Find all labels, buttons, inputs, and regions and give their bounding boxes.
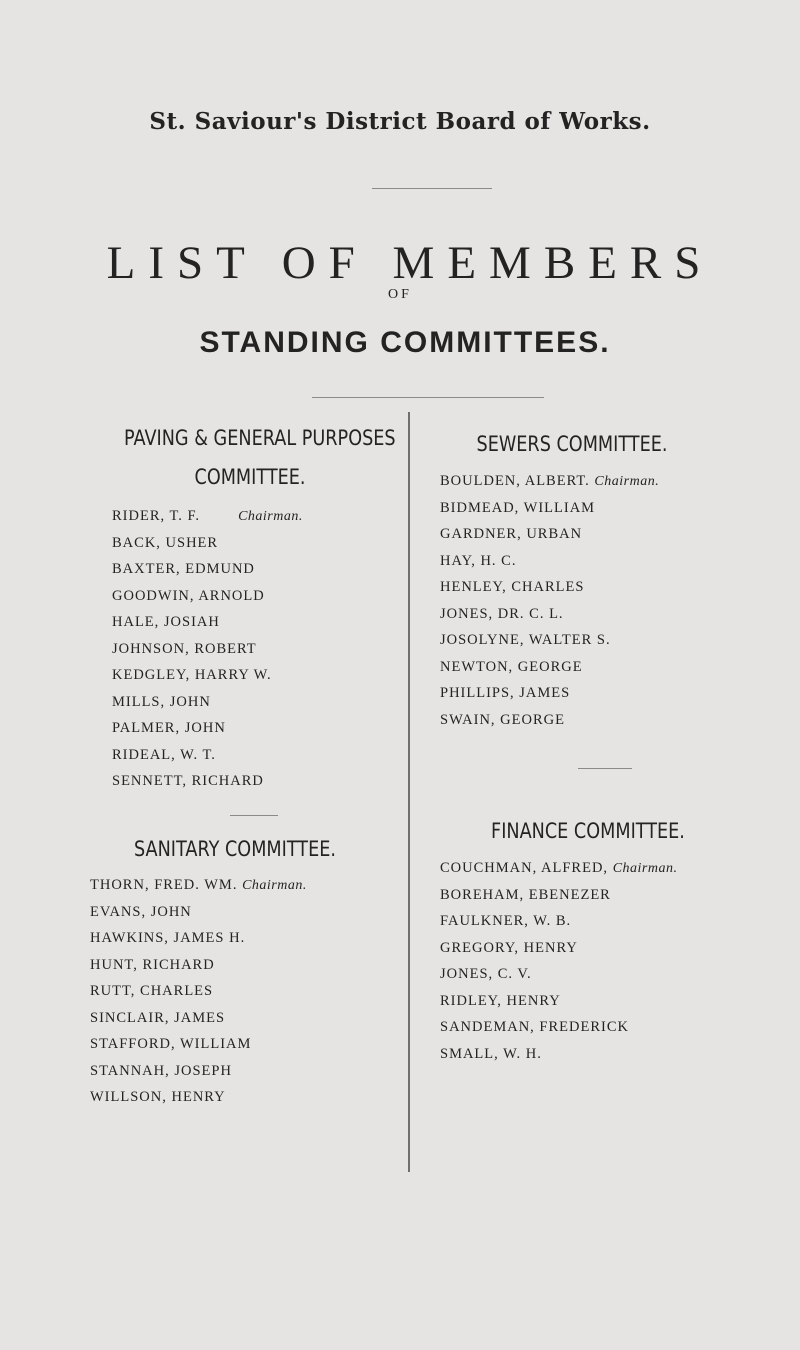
member-entry: SWAIN, GEORGE	[440, 711, 565, 728]
member-entry: STANNAH, JOSEPH	[90, 1062, 232, 1079]
member-entry: PALMER, JOHN	[112, 720, 226, 736]
member-entry: SINCLAIR, JAMES	[90, 1009, 226, 1026]
member-entry: BACK, USHER	[112, 534, 219, 551]
sanitary-member-list	[90, 872, 400, 1111]
member-name: THORN, FRED. WM.	[90, 877, 238, 893]
member-entry: EVANS, JOHN	[90, 903, 192, 920]
finance-heading: FINANCE COMMITTEE.	[491, 819, 685, 843]
chairman-entry	[440, 855, 775, 882]
sewers-heading: SEWERS COMMITTEE.	[476, 432, 668, 456]
chairman-entry	[112, 503, 400, 530]
sanitary-heading: SANITARY COMMITTEE.	[134, 837, 336, 861]
member-entry: FAULKNER, W. B.	[440, 913, 572, 929]
member-entry: JONES, DR. C. L.	[440, 605, 564, 622]
paving-committee	[100, 419, 400, 795]
chairman-label: Chairman.	[612, 861, 678, 876]
member-entry: PHILLIPS, JAMES	[440, 685, 571, 701]
member-entry: HAY, H. C.	[440, 552, 517, 569]
chairman-entry	[440, 468, 765, 495]
sanitary-divider	[230, 815, 278, 816]
member-entry: HALE, JOSIAH	[112, 614, 220, 630]
title-divider	[372, 188, 492, 189]
column-divider	[408, 412, 410, 1172]
paving-heading-line1: PAVING & GENERAL PURPOSES	[124, 426, 396, 450]
member-entry: JOHNSON, ROBERT	[112, 640, 257, 657]
member-entry: HAWKINS, JAMES H.	[90, 930, 246, 946]
paving-heading-line2: COMMITTEE.	[194, 465, 306, 489]
member-entry: MILLS, JOHN	[112, 693, 211, 710]
finance-member-list	[425, 855, 775, 1067]
member-entry: RIDEAL, W. T.	[112, 746, 216, 763]
member-entry: WILLSON, HENRY	[90, 1089, 226, 1105]
chairman-label: Chairman.	[238, 509, 303, 524]
member-entry: GREGORY, HENRY	[440, 939, 578, 956]
chairman-label: Chairman.	[242, 878, 307, 893]
member-entry: JONES, C. V.	[440, 966, 532, 982]
member-name: COUCHMAN, ALFRED,	[440, 860, 609, 876]
member-entry: STAFFORD, WILLIAM	[90, 1036, 252, 1052]
sewers-committee	[425, 425, 765, 733]
member-entry: NEWTON, GEORGE	[440, 658, 583, 675]
member-entry: SANDEMAN, FREDERICK	[440, 1019, 629, 1035]
member-entry: KEDGLEY, HARRY W.	[112, 667, 272, 683]
finance-committee	[425, 812, 775, 1067]
member-entry: RUTT, CHARLES	[90, 983, 214, 999]
paving-member-list	[100, 503, 400, 795]
member-entry: BOREHAM, EBENEZER	[440, 886, 611, 903]
subtitle: STANDING COMMITTEES.	[199, 326, 611, 359]
member-entry: SENNETT, RICHARD	[112, 773, 264, 789]
finance-divider	[578, 768, 632, 769]
member-name: RIDER, T. F.	[112, 508, 201, 524]
subtitle-divider	[312, 397, 544, 398]
sanitary-committee	[90, 830, 400, 1111]
member-entry: SMALL, W. H.	[440, 1045, 542, 1062]
board-title: St. Saviour's District Board of Works.	[149, 108, 651, 135]
title-of: OF	[388, 287, 412, 302]
member-entry: BIDMEAD, WILLIAM	[440, 499, 596, 516]
member-entry: JOSOLYNE, WALTER S.	[440, 632, 611, 648]
member-name: BOULDEN, ALBERT.	[440, 473, 590, 489]
member-entry: BAXTER, EDMUND	[112, 561, 255, 577]
member-entry: GARDNER, URBAN	[440, 526, 583, 542]
sewers-member-list	[425, 468, 765, 733]
member-entry: GOODWIN, ARNOLD	[112, 587, 265, 604]
chairman-label: Chairman.	[594, 474, 660, 489]
member-entry: RIDLEY, HENRY	[440, 992, 561, 1009]
chairman-entry	[90, 872, 400, 899]
main-title: LIST OF MEMBERS	[106, 237, 714, 289]
member-entry: HENLEY, CHARLES	[440, 579, 585, 595]
member-entry: HUNT, RICHARD	[90, 956, 215, 973]
